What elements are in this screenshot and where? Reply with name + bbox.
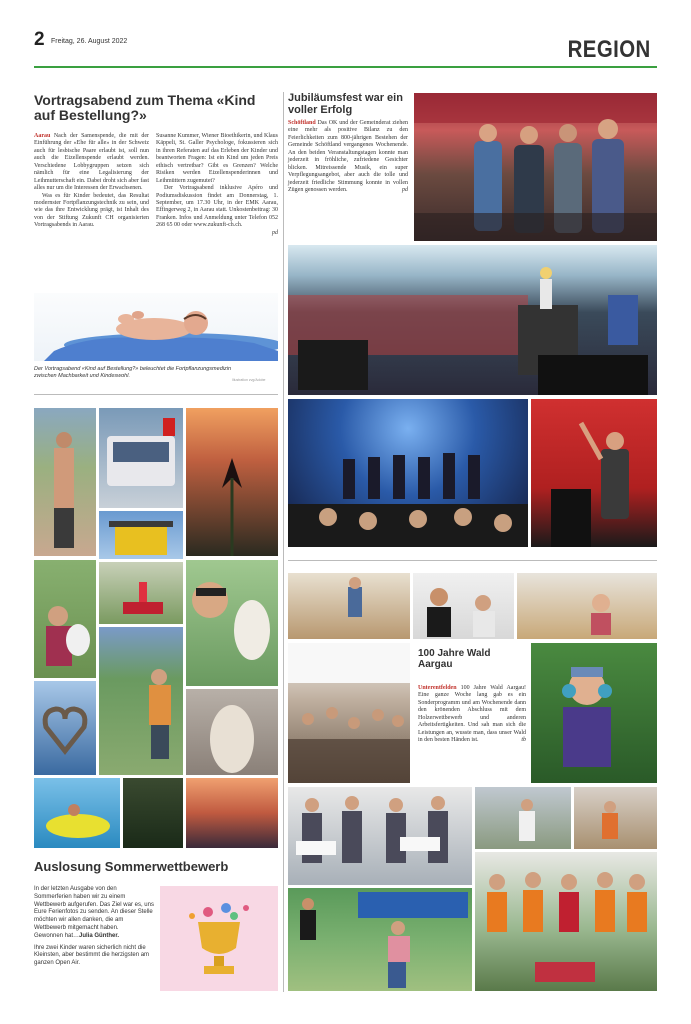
baby-on-hand-illustration (34, 293, 278, 361)
hiker-photo (34, 408, 96, 556)
page-number: 2 (34, 29, 45, 50)
vortrag-column-2 (156, 133, 278, 237)
section-title: REGION (567, 36, 651, 63)
sommer-paragraph-2: Ihre zwei Kinder waren sicherlich nicht die Kleinsten, aber bestimmt die herzigsten am ganzen Open Air. (34, 944, 150, 967)
trophy-illustration (160, 886, 278, 991)
forest-photo (123, 778, 183, 848)
wald-demonstration-photo (475, 787, 571, 849)
sommer-headline: Auslosung Sommerwettbewerb (34, 859, 229, 874)
woman-with-dog-photo (34, 560, 96, 678)
left-section-divider (34, 394, 278, 395)
heart-sculpture-photo (34, 681, 96, 775)
jubilaeum-lead-place: Schöftland (288, 120, 316, 126)
jubilaeum-body: Das OK und der Gemeinderat ziehen eine mehr als positive Bilanz zu den Feierlichkeiten zum 800-jährigen Bestehen der Gemeinde Schöftland vergangenes Wochenende. An den beiden Veranstaltungstagen konnte man jederzeit in fröhliche, zufriedene Gesichter blicken. Mitreissende Musik, ein super Verpflegungsangebot, aber auch die tolle und jederzeit friedliche Stimmung konnte in vollen Zügen genossen werden. (288, 120, 408, 193)
singer-photo (531, 399, 657, 547)
selfie-alpaca-photo (186, 560, 278, 686)
alpaca-closeup-photo (186, 689, 278, 775)
wald-winners-team-photo (475, 852, 657, 991)
jubilaeum-headline: Jubiläumsfest war ein voller Erfolg (288, 92, 403, 116)
vortrag-headline: Vortragsabend zum Thema «Kind auf Bestellung?» (34, 92, 256, 123)
sunset-photo (186, 778, 278, 848)
vortrag-text-1: Nach der Samenspende, die mit der Einführung der «Ehe für alle» in der Schweiz auch für lesbische Paare erlaubt ist, soll nun auch die Eizellenspende erlaubt werden. Verschiedene Lobbygruppen setzen sich nämlich für eine Legalisierung der Leihmutterschaft ein. Dabei droht sich aber fast alles nur um die Interessen der Erwachsenen. (34, 133, 150, 192)
wald-sawing-photo (574, 787, 657, 849)
vortrag-photo-credit: Illustration zvg/Adobe (232, 378, 266, 382)
header-rule (34, 66, 657, 68)
yellow-tent-photo (99, 511, 183, 559)
right-section-divider (288, 560, 657, 561)
playground-photo (99, 562, 183, 624)
vortrag-lead-place: Aarau (34, 133, 51, 139)
vortrag-caption: Der Vortragsabend «Kind auf Bestellung?» beleuchtet die Fortpflanzungsmedizin zwischen Machbarkeit und Kindeswohl. (34, 366, 232, 379)
vortrag-text-1b: Was es für Kinder bedeutet, das Resultat modernster Fortpflanzungstechnik zu sein, und wie das ihre Entwicklung prägt, ist Inhalt des von der Stiftung Zukunft CH organisierten Vortragsabends in Aarau. (34, 192, 149, 229)
bus-photo (99, 408, 183, 508)
column-divider (283, 92, 284, 992)
sommer-paragraph-1: In der letzten Ausgabe von den Sommerferien haben wir zu einem Wettbewerb aufgerufen. Das Ziel war es, uns Eure Ferienfotos zu senden. An dieser Stelle möchten wir allen danken, die am Wettbewerb mitgemacht haben. (34, 886, 154, 931)
sommer-text (34, 886, 154, 968)
ok-team-photo (414, 93, 657, 241)
wald-tent-crowd-photo (288, 643, 410, 783)
vortrag-text-2: Susanne Kummer, Wiener Bioethikerin, und Klaus Käppeli, St. Galler Psychologe, fokussieren sich in ihren Referaten auf das Erleben der Kinder und beantworten Fragen: Ist ein Kind um jeden Preis ethisch vertretbar? Gibt es Grenzen? Welche Risiken werden Eizellenspenderinnen und Leihmüttern zugemutet? (156, 133, 278, 184)
wald-signature: tb (521, 737, 526, 744)
child-with-hearing-protection-photo (531, 643, 657, 783)
wald-lead-place: Unterentfelden (418, 685, 457, 691)
vortrag-column-1 (34, 133, 149, 230)
wald-article-box (414, 643, 528, 783)
wald-prize-ceremony-photo (288, 787, 472, 885)
wald-visitors-photo (413, 573, 514, 639)
man-in-park-photo (99, 627, 183, 775)
jubilaeum-signature: pd (402, 186, 408, 193)
wald-workshop-photo (288, 573, 410, 639)
wald-text (418, 685, 526, 745)
vortrag-signature: pd (272, 229, 278, 236)
vortrag-text-2b: Der Vortragsabend inklusive Apéro und Podiumsdiskussion findet am Donnerstag, 1. September, um 17.30 Uhr, in der EMK Aarau, Effingerweg 2, in Aarau statt. Unkostenbeitrag: 30 Franken. Infos und Anmeldung unter Telefon 052 268 65 00 oder www.zukunft-ch.ch. (156, 185, 278, 229)
wald-children-crafts-photo (517, 573, 657, 639)
jubilaeum-text (288, 120, 408, 194)
wald-headline: 100 Jahre Wald Aargau (418, 648, 491, 670)
lake-float-photo (34, 778, 120, 848)
winner-name: Julia Günther. (79, 932, 120, 939)
flower-sunset-photo (186, 408, 278, 556)
wald-competition-photo (288, 888, 472, 991)
wald-body: 100 Jahre Wald Aargau! Eine ganze Woche lang gab es ein Sonderprogramm und am Wochenende dann den krönenden Abschluss mit dem Holzerwettbewerb und anderen Arbeitsfertigkeiten. Und sah man sich die Leistungen an, wusste man, dass unser Wald in den besten Händen ist. (418, 685, 527, 744)
concert-crowd-photo (288, 245, 657, 395)
winner-prefix: Gewonnen hat… (34, 932, 80, 939)
issue-date: Freitag, 26. August 2022 (51, 38, 128, 45)
band-on-stage-photo (288, 399, 528, 547)
